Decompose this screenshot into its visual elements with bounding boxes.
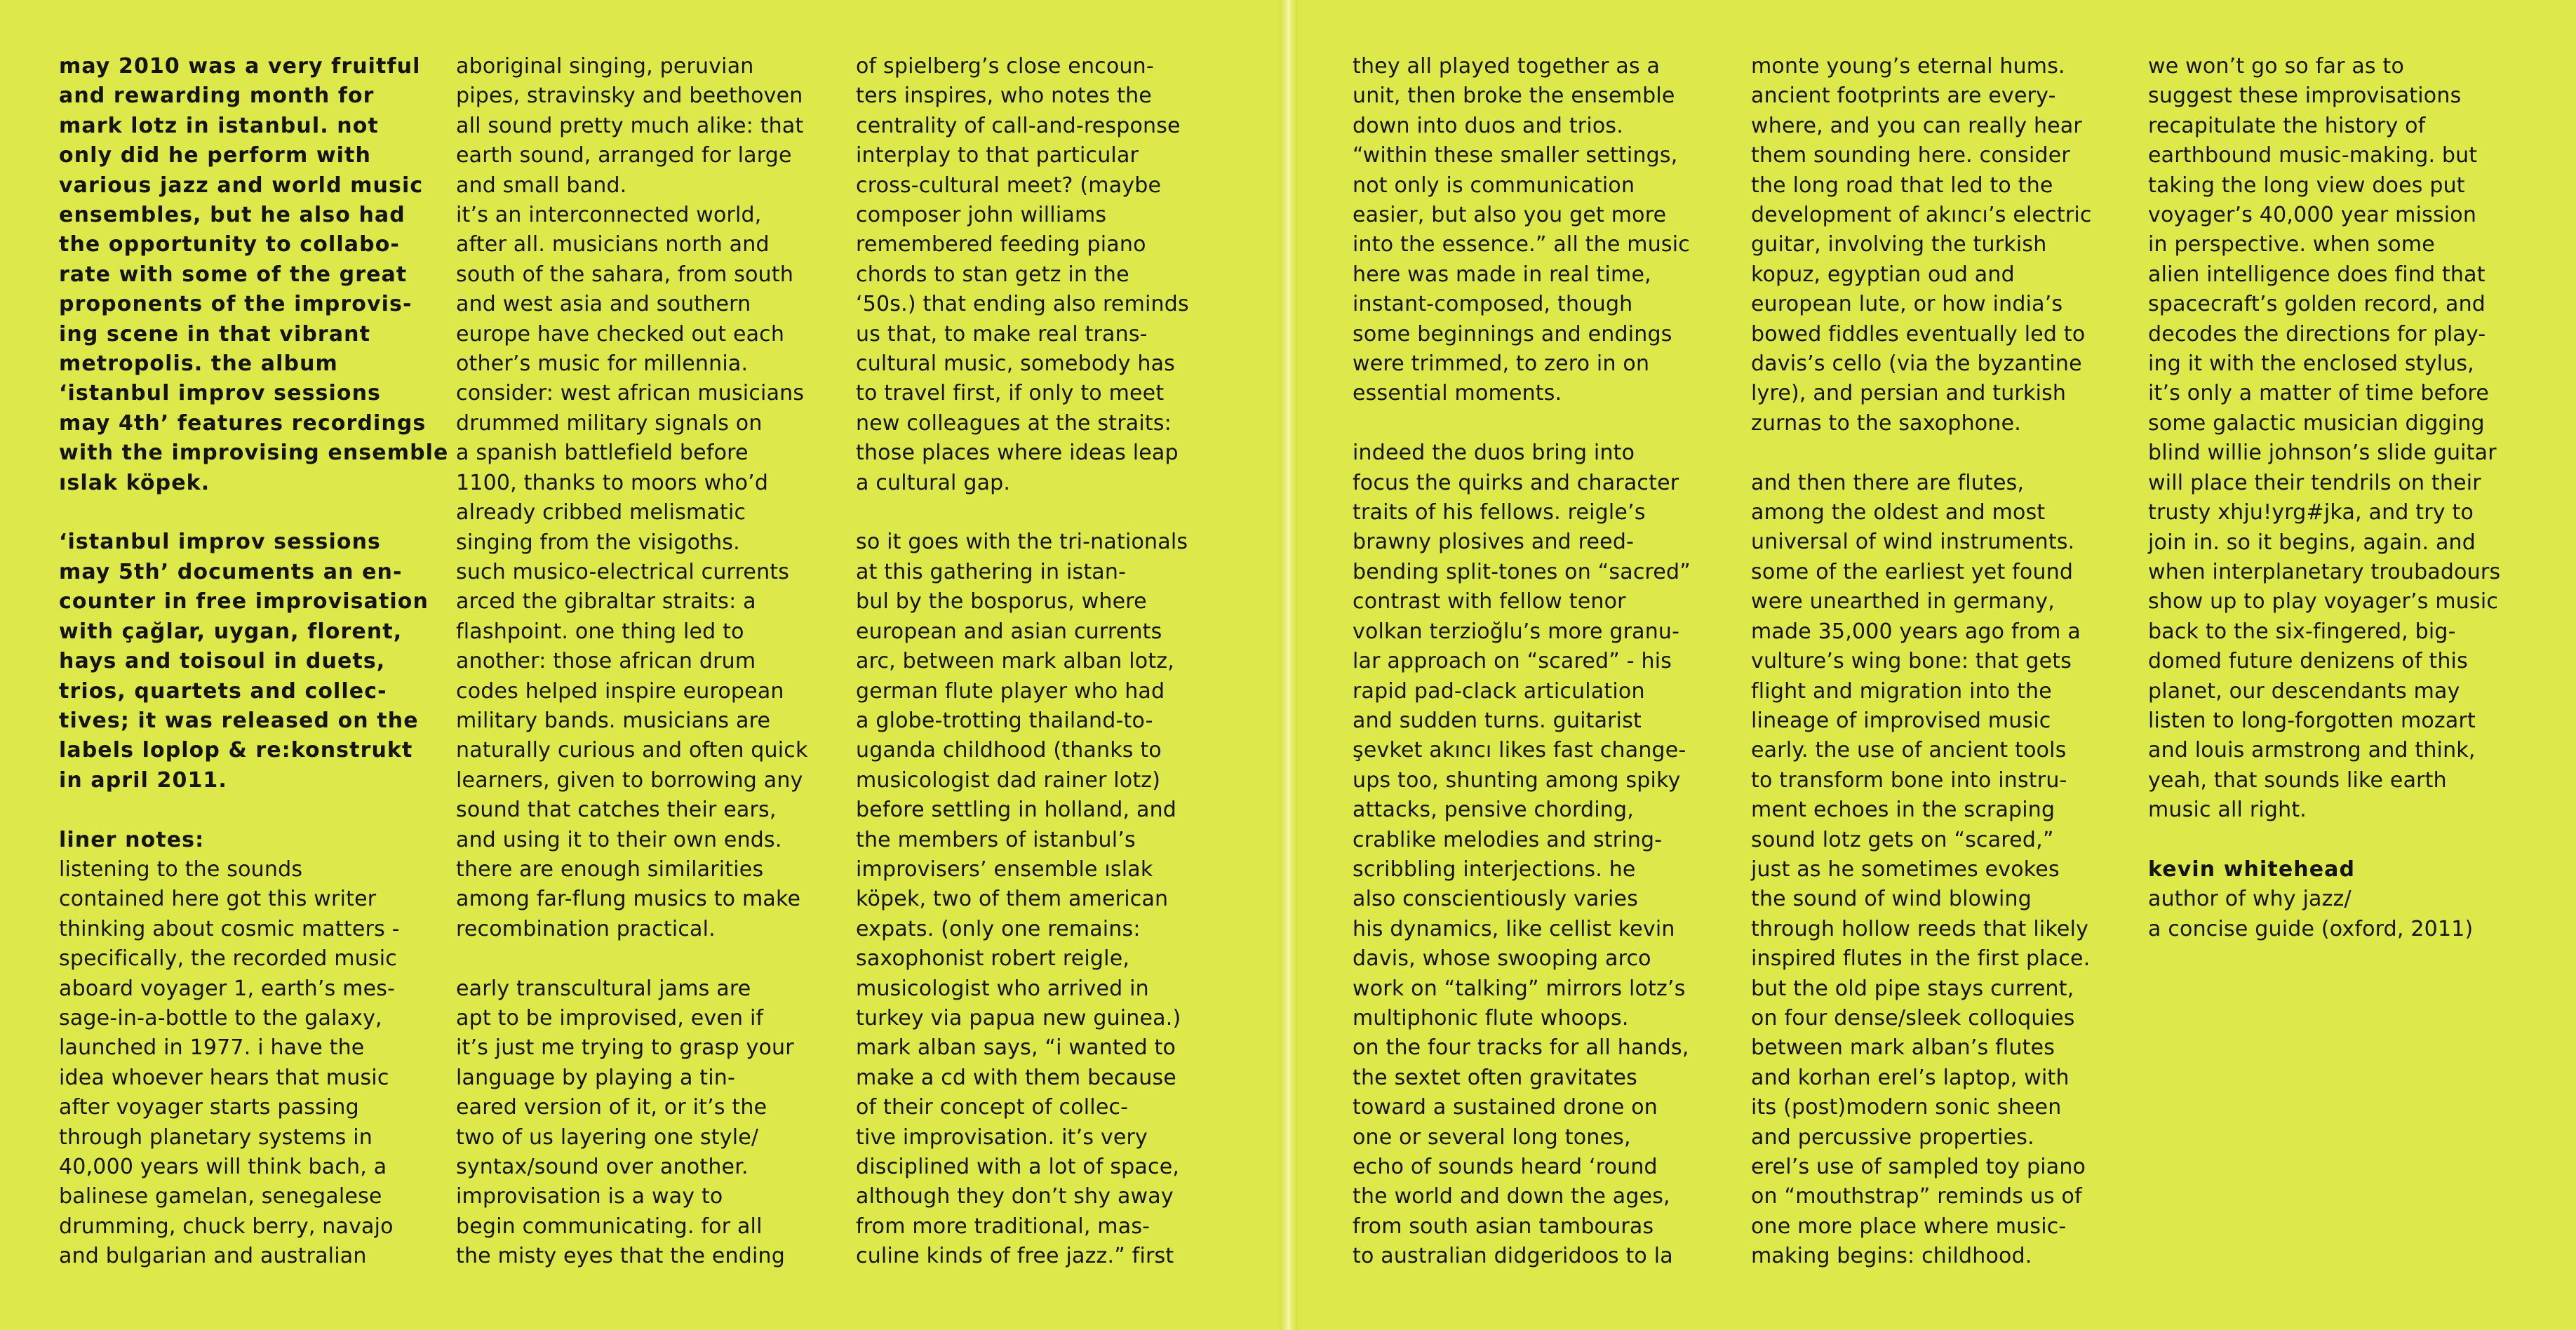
text-line: but the old pipe stays current,	[1751, 976, 2074, 1001]
text-line: volkan terzioğlu’s more granu-	[1353, 619, 1680, 644]
text-line: the misty eyes that the ending	[456, 1244, 785, 1269]
text-line: german flute player who had	[856, 678, 1165, 704]
text-line: composer john williams	[856, 203, 1107, 228]
text-line: eared version of it, or it’s the	[456, 1095, 767, 1120]
text-line: join in. so it begins, again. and	[2148, 530, 2476, 555]
text-line: ment echoes in the scraping	[1751, 798, 2055, 823]
text-line: a globe-trotting thailand-to-	[856, 708, 1153, 733]
text-line: into the essence.” all the music	[1353, 232, 1690, 257]
text-line: us that, to make real trans-	[856, 321, 1148, 347]
text-line: vulture’s wing bone: that gets	[1751, 649, 2072, 674]
text-line: lar approach on “scared” - his	[1353, 649, 1672, 674]
text-line: already cribbed melismatic	[456, 500, 746, 525]
text-line: ters inspires, who notes the	[856, 83, 1152, 109]
paragraph	[1353, 52, 1745, 409]
text-line: aboriginal singing, peruvian	[456, 54, 754, 79]
text-line: improvisation is a way to	[456, 1184, 723, 1209]
paragraph	[2148, 885, 2541, 944]
text-line: music all right.	[2148, 798, 2307, 823]
text-line: listen to long-forgotten mozart	[2148, 708, 2476, 733]
text-line: alien intelligence does find that	[2148, 262, 2486, 287]
text-line: sound that catches their ears,	[456, 798, 777, 823]
text-line: a concise guide (oxford, 2011)	[2148, 916, 2474, 941]
text-line: and rewarding month for	[59, 83, 375, 109]
text-line: of their concept of collec-	[856, 1095, 1129, 1120]
text-line: military bands. musicians are	[456, 708, 771, 733]
text-line: drumming, chuck berry, navajo	[59, 1214, 394, 1239]
text-column-3	[856, 52, 1249, 1272]
text-line: rate with some of the great	[59, 262, 408, 287]
text-line: cross-cultural meet? (maybe	[856, 173, 1162, 198]
text-line: bowed fiddles eventually led to	[1751, 321, 2086, 347]
text-column-4	[1353, 52, 1745, 1272]
text-line: the members of istanbul’s	[856, 827, 1136, 852]
text-line: mark alban says, “i wanted to	[856, 1035, 1176, 1061]
text-line: monte young’s eternal hums.	[1751, 54, 2065, 79]
text-line: domed future denizens of this	[2148, 649, 2468, 674]
text-line: some galactic musician digging	[2148, 410, 2485, 436]
text-line: tives; it was released on the	[59, 708, 419, 733]
text-line: on the four tracks for all hands,	[1353, 1035, 1689, 1061]
text-line: lineage of improvised music	[1751, 708, 2051, 733]
text-line: to travel first, if only to meet	[856, 381, 1165, 406]
text-line: in perspective. when some	[2148, 232, 2435, 257]
text-line: uganda childhood (thanks to	[856, 738, 1162, 763]
text-line: taking the long view does put	[2148, 173, 2465, 198]
paragraph-gap	[2148, 826, 2541, 855]
text-line: some of the earliest yet found	[1751, 559, 2074, 584]
text-line: ups too, shunting among spiky	[1353, 767, 1681, 793]
text-line: saxophonist robert reigle,	[856, 946, 1130, 972]
text-line: bending split-tones on “sacred”	[1353, 559, 1691, 584]
text-line: chords to stan getz in the	[856, 262, 1129, 287]
text-line: liner notes:	[59, 827, 205, 852]
text-line: the sound of wind blowing	[1751, 887, 2032, 912]
text-line: planet, our descendants may	[2148, 678, 2460, 704]
text-line: among the oldest and most	[1751, 500, 2046, 525]
text-line: may 4th’ features recordings	[59, 410, 427, 436]
text-line: those places where ideas leap	[856, 441, 1179, 466]
text-line: traits of his fellows. reigle’s	[1353, 500, 1646, 525]
paragraph-gap	[856, 498, 1249, 528]
text-line: where, and you can really hear	[1751, 113, 2082, 138]
text-line: europe have checked out each	[456, 321, 785, 347]
text-line: one or several long tones,	[1353, 1124, 1631, 1150]
text-line: labels loplop & re:konstrukt	[59, 738, 413, 763]
text-line: after all. musicians north and	[456, 232, 770, 257]
text-line: sage-in-a-bottle to the galaxy,	[59, 1005, 382, 1030]
text-line: they all played together as a	[1353, 54, 1661, 79]
text-line: ‘istanbul improv sessions	[59, 381, 381, 406]
text-line: also conscientiously varies	[1353, 887, 1639, 912]
text-line: through hollow reeds that likely	[1751, 916, 2089, 941]
text-line: european lute, or how india’s	[1751, 292, 2063, 317]
text-line: although they don’t shy away	[856, 1184, 1174, 1209]
text-line: yeah, that sounds like earth	[2148, 767, 2447, 793]
text-line: unit, then broke the ensemble	[1353, 83, 1675, 109]
text-line: musicologist who arrived in	[856, 976, 1149, 1001]
paragraph	[456, 52, 849, 944]
text-line: remembered feeding piano	[856, 232, 1146, 257]
text-line: there are enough similarities	[456, 857, 764, 882]
text-line: make a cd with them because	[856, 1065, 1176, 1090]
text-line: mark lotz in istanbul. not	[59, 113, 379, 138]
text-line: and west asia and southern	[456, 292, 751, 317]
text-column-5	[1751, 52, 2144, 1272]
text-line: specifically, the recorded music	[59, 946, 397, 972]
text-line: turkey via papua new guinea.)	[856, 1005, 1181, 1030]
paragraph	[1353, 438, 1745, 1271]
paragraph	[2148, 855, 2541, 885]
text-line: so it goes with the tri-nationals	[856, 530, 1188, 555]
text-line: one more place where music-	[1751, 1214, 2067, 1239]
text-line: making begins: childhood.	[1751, 1244, 2032, 1269]
text-line: flashpoint. one thing led to	[456, 619, 744, 644]
text-line: it’s just me trying to grasp your	[456, 1035, 794, 1061]
text-line: launched in 1977. i have the	[59, 1035, 365, 1061]
text-line: before settling in holland, and	[856, 798, 1177, 823]
text-line: attacks, pensive chording,	[1353, 798, 1634, 823]
text-line: inspired flutes in the first place.	[1751, 946, 2091, 972]
text-line: universal of wind instruments.	[1751, 530, 2075, 555]
text-line: trusty xhju!yrg#jka, and try to	[2148, 500, 2474, 525]
text-line: recombination practical.	[456, 916, 716, 941]
text-line: of spielberg’s close encoun-	[856, 54, 1154, 79]
text-line: and korhan erel’s laptop, with	[1751, 1065, 2069, 1090]
text-line: proponents of the improvis-	[59, 292, 412, 317]
text-line: suggest these improvisations	[2148, 83, 2462, 109]
text-line: davis’s cello (via the byzantine	[1751, 351, 2082, 377]
paragraph	[1751, 52, 2144, 438]
text-line: “within these smaller settings,	[1353, 143, 1678, 168]
text-line: all sound pretty much alike: that	[456, 113, 804, 138]
text-line: it’s an interconnected world,	[456, 203, 762, 228]
text-line: counter in free improvisation	[59, 589, 429, 614]
text-line: the sextet often gravitates	[1353, 1065, 1638, 1090]
text-column-6	[2148, 52, 2541, 944]
text-line: the long road that led to the	[1751, 173, 2053, 198]
text-line: multiphonic flute whoops.	[1353, 1005, 1629, 1030]
text-line: may 2010 was a very fruitful	[59, 54, 421, 79]
text-line: 1100, thanks to moors who’d	[456, 470, 769, 495]
paragraph	[2148, 52, 2541, 826]
text-line: the world and down the ages,	[1353, 1184, 1670, 1209]
text-line: ‘50s.) that ending also reminds	[856, 292, 1189, 317]
text-line: sound lotz gets on “scared,”	[1751, 827, 2054, 852]
text-line: just as he sometimes evokes	[1751, 857, 2060, 882]
paragraph	[456, 974, 849, 1272]
text-line: it’s only a matter of time before	[2148, 381, 2490, 406]
text-line: thinking about cosmic matters -	[59, 916, 400, 941]
text-line: two of us layering one style/	[456, 1124, 759, 1150]
text-line: with the improvising ensemble	[59, 441, 449, 466]
text-line: when interplanetary troubadours	[2148, 559, 2501, 584]
text-line: trios, quartets and collec-	[59, 678, 387, 704]
text-line: contained here got this writer	[59, 887, 377, 912]
text-line: guitar, involving the turkish	[1751, 232, 2047, 257]
text-line: bul by the bosporus, where	[856, 589, 1147, 614]
text-line: echo of sounds heard ‘round	[1353, 1155, 1658, 1180]
text-line: begin communicating. for all	[456, 1214, 763, 1239]
text-line: to australian didgeridoos to la	[1353, 1244, 1673, 1269]
text-line: and small band.	[456, 173, 627, 198]
text-line: instant-composed, though	[1353, 292, 1633, 317]
text-line: ancient footprints are every-	[1751, 83, 2056, 109]
paragraph	[1751, 469, 2144, 1272]
text-line: flight and migration into the	[1751, 678, 2052, 704]
paragraph-gap	[59, 498, 452, 528]
text-line: the opportunity to collabo-	[59, 232, 400, 257]
text-line: balinese gamelan, senegalese	[59, 1184, 382, 1209]
text-line: and bulgarian and australian	[59, 1244, 367, 1269]
paragraph	[856, 52, 1249, 498]
text-line: ıslak köpek.	[59, 470, 210, 495]
text-line: ‘istanbul improv sessions	[59, 530, 381, 555]
text-line: among far-flung musics to make	[456, 887, 801, 912]
text-line: down into duos and trios.	[1353, 113, 1623, 138]
text-line: here was made in real time,	[1353, 262, 1651, 287]
text-line: were trimmed, to zero in on	[1353, 351, 1650, 377]
text-line: earthbound music-making. but	[2148, 143, 2478, 168]
text-line: essential moments.	[1353, 381, 1562, 406]
text-line: decodes the directions for play-	[2148, 321, 2486, 347]
text-line: will place their tendrils on their	[2148, 470, 2481, 495]
text-line: we won’t go so far as to	[2148, 54, 2405, 79]
text-line: şevket akıncı likes fast change-	[1353, 738, 1686, 763]
text-line: from more traditional, mas-	[856, 1214, 1151, 1239]
text-line: tive improvisation. it’s very	[856, 1124, 1148, 1150]
text-line: codes helped inspire european	[456, 678, 784, 704]
text-line: author of why jazz/	[2148, 887, 2352, 912]
text-line: culine kinds of free jazz.” first	[856, 1244, 1174, 1269]
paragraph	[59, 826, 452, 855]
text-line: metropolis. the album	[59, 351, 338, 377]
text-line: various jazz and world music	[59, 173, 424, 198]
text-line: contrast with fellow tenor	[1353, 589, 1626, 614]
text-line: back to the six-fingered, big-	[2148, 619, 2456, 644]
text-line: some beginnings and endings	[1353, 321, 1672, 347]
paragraph-gap	[59, 795, 452, 825]
text-line: pipes, stravinsky and beethoven	[456, 83, 803, 109]
text-line: centrality of call-and-response	[856, 113, 1181, 138]
text-line: musicologist dad rainer lotz)	[856, 767, 1161, 793]
text-line: them sounding here. consider	[1751, 143, 2070, 168]
text-line: lyre), and persian and turkish	[1751, 381, 2067, 406]
text-line: cultural music, somebody has	[856, 351, 1175, 377]
text-column-2	[456, 52, 849, 1272]
text-line: work on “talking” mirrors lotz’s	[1353, 976, 1686, 1001]
paragraph-gap	[1353, 409, 1745, 438]
text-line: made 35,000 years ago from a	[1751, 619, 2081, 644]
text-line: apt to be improvised, even if	[456, 1005, 764, 1030]
paragraph	[856, 528, 1249, 1271]
text-line: earth sound, arranged for large	[456, 143, 792, 168]
text-line: erel’s use of sampled toy piano	[1751, 1155, 2086, 1180]
text-line: recapitulate the history of	[2148, 113, 2426, 138]
text-line: through planetary systems in	[59, 1124, 373, 1150]
text-line: brawny plosives and reed-	[1353, 530, 1635, 555]
text-line: drummed military signals on	[456, 410, 763, 436]
text-line: between mark alban’s flutes	[1751, 1035, 2055, 1061]
text-line: at this gathering in istan-	[856, 559, 1127, 584]
paragraph-gap	[1751, 438, 2144, 468]
text-line: and percussive properties.	[1751, 1124, 2034, 1150]
text-line: his dynamics, like cellist kevin	[1353, 916, 1675, 941]
text-line: idea whoever hears that music	[59, 1065, 389, 1090]
text-column-1	[59, 52, 452, 1272]
text-line: after voyager starts passing	[59, 1095, 359, 1120]
text-line: listening to the sounds	[59, 857, 303, 882]
text-line: focus the quirks and character	[1353, 470, 1679, 495]
paragraph	[59, 52, 452, 498]
text-line: ing scene in that vibrant	[59, 321, 371, 347]
text-line: in april 2011.	[59, 767, 227, 793]
text-line: a spanish battlefield before	[456, 441, 749, 466]
paragraph	[59, 528, 452, 795]
text-line: learners, given to borrowing any	[456, 767, 803, 793]
text-line: disciplined with a lot of space,	[856, 1155, 1180, 1180]
text-line: not only is communication	[1353, 173, 1635, 198]
text-line: early transcultural jams are	[456, 976, 751, 1001]
text-line: kopuz, egyptian oud and	[1751, 262, 2015, 287]
text-line: other’s music for millennia.	[456, 351, 749, 377]
text-line: spacecraft’s golden record, and	[2148, 292, 2486, 317]
text-line: its (post)modern sonic sheen	[1751, 1095, 2062, 1120]
text-line: blind willie johnson’s slide guitar	[2148, 441, 2497, 466]
text-line: early. the use of ancient tools	[1751, 738, 2067, 763]
text-line: scribbling interjections. he	[1353, 857, 1636, 882]
text-line: toward a sustained drone on	[1353, 1095, 1658, 1120]
text-line: show up to play voyager’s music	[2148, 589, 2499, 614]
paragraph	[59, 855, 452, 1272]
text-line: on four dense/sleek colloquies	[1751, 1005, 2075, 1030]
text-line: and then there are flutes,	[1751, 470, 2025, 495]
text-line: interplay to that particular	[856, 143, 1139, 168]
text-line: another: those african drum	[456, 649, 756, 674]
text-line: 40,000 years will think bach, a	[59, 1155, 387, 1179]
text-line: with çağlar, uygan, florent,	[59, 619, 403, 644]
text-line: zurnas to the saxophone.	[1751, 410, 2021, 436]
text-line: and louis armstrong and think,	[2148, 738, 2476, 763]
text-line: only did he perform with	[59, 143, 371, 168]
text-line: aboard voyager 1, earth’s mes-	[59, 976, 396, 1001]
text-line: such musico-electrical currents	[456, 559, 790, 584]
text-line: european and asian currents	[856, 619, 1162, 644]
text-line: may 5th’ documents an en-	[59, 559, 403, 584]
text-line: easier, but also you get more	[1353, 203, 1667, 228]
text-line: were unearthed in germany,	[1751, 589, 2055, 614]
text-line: and using it to their own ends.	[456, 827, 782, 852]
text-line: indeed the duos bring into	[1353, 441, 1635, 466]
paragraph-gap	[456, 944, 849, 974]
text-line: arc, between mark alban lotz,	[856, 649, 1174, 674]
text-line: syntax/sound over another.	[456, 1155, 749, 1180]
text-line: köpek, two of them american	[856, 887, 1169, 912]
text-line: consider: west african musicians	[456, 381, 805, 406]
text-line: ensembles, but he also had	[59, 203, 405, 228]
text-line: development of akıncı’s electric	[1751, 203, 2092, 228]
text-line: hays and toisoul in duets,	[59, 649, 386, 674]
text-line: voyager’s 40,000 year mission	[2148, 203, 2477, 228]
text-line: rapid pad-clack articulation	[1353, 678, 1645, 704]
text-line: language by playing a tin-	[456, 1065, 736, 1090]
text-line: naturally curious and often quick	[456, 738, 808, 763]
text-line: singing from the visigoths.	[456, 530, 740, 555]
text-line: new colleagues at the straits:	[856, 410, 1172, 436]
text-line: on “mouthstrap” reminds us of	[1751, 1184, 2082, 1209]
text-line: improvisers’ ensemble ıslak	[856, 857, 1153, 882]
booklet-fold	[1280, 0, 1298, 1330]
text-line: ing it with the enclosed stylus,	[2148, 351, 2474, 377]
text-line: arced the gibraltar straits: a	[456, 589, 756, 614]
text-line: expats. (only one remains:	[856, 916, 1141, 941]
text-line: davis, whose swooping arco	[1353, 946, 1651, 972]
text-line: to transform bone into instru-	[1751, 767, 2067, 793]
text-line: from south asian tambouras	[1353, 1214, 1654, 1239]
text-line: south of the sahara, from south	[456, 262, 794, 287]
text-line: kevin whitehead	[2148, 857, 2356, 882]
text-line: crablike melodies and string-	[1353, 827, 1663, 852]
text-line: and sudden turns. guitarist	[1353, 708, 1642, 733]
text-line: a cultural gap.	[856, 470, 1011, 495]
